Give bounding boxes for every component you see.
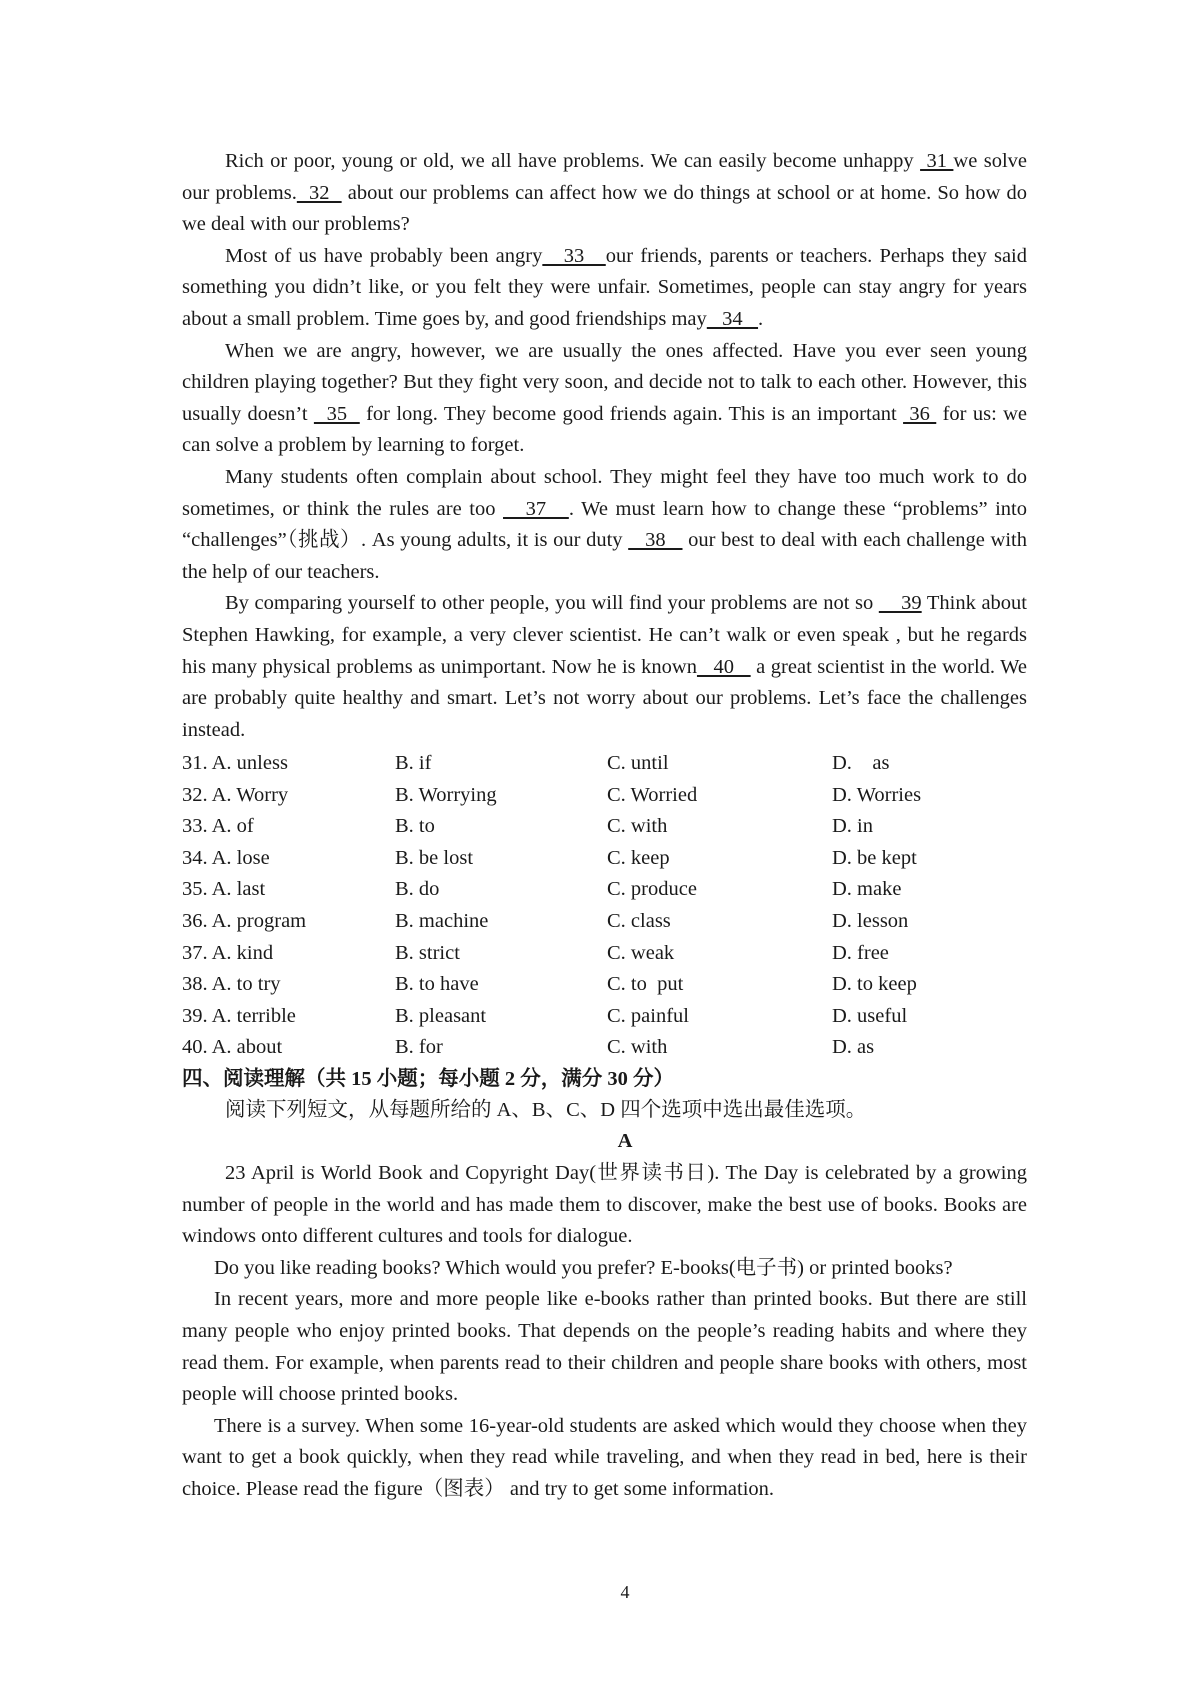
option-b: B. be lost <box>395 846 474 869</box>
option-d: D. useful <box>832 1004 908 1027</box>
cloze-blank: 39 <box>878 592 922 615</box>
option-b: B. pleasant <box>395 1004 487 1027</box>
cloze-text: about our problems can affect how we do things at school or at home. So how do we deal with our problems? <box>182 181 1027 236</box>
cloze-text: Think about Stephen Hawking, for example, a very clever scientist. He can’t walk or even speak , but he regards his many physical problems as unimportant. Now he is known <box>182 592 1027 678</box>
cloze-text: Many students often complain about school. They might feel they have too much work to do sometimes, or think the rules are too <box>182 465 1027 520</box>
passage-a-paragraph-3: In recent years, more and more people like e-books rather than printed books. But there are still many people who enjoy printed books. That depends on the people’s reading habits and where they read them. For example, when parents read to their children and people share books with others, most people will choose printed books. <box>182 1288 1027 1406</box>
passage-a-paragraph-1: 23 April is World Book and Copyright Day(世界读书日). The Day is celebrated by a growing number of people in the world and has made them to discover, make the best use of books. Books are windows onto different cultures and tools for dialogue. <box>182 1162 1027 1248</box>
option-d: D. to keep <box>832 973 917 996</box>
option-row-36 <box>182 906 1027 938</box>
cloze-paragraph-5 <box>182 588 1027 746</box>
option-b: B. Worrying <box>395 783 497 806</box>
option-c: C. produce <box>607 878 697 901</box>
cloze-passage <box>182 146 1027 746</box>
option-c: C. painful <box>607 1004 689 1027</box>
cloze-text: Most of us have probably been angry <box>225 244 543 267</box>
option-a: 40. A. about <box>182 1036 283 1059</box>
passage-a-paragraph-2: Do you like reading books? Which would you prefer? E-books(电子书) or printed books? <box>214 1256 953 1279</box>
option-b: B. to <box>395 815 435 838</box>
option-row-33 <box>182 811 1027 843</box>
option-b: B. to have <box>395 973 479 996</box>
option-row-37 <box>182 938 1027 970</box>
option-row-40 <box>182 1032 1027 1064</box>
cloze-text: our friends, parents or teachers. Perhaps they said something you didn’t like, or you felt they were unfair. Sometimes, people can stay angry for years about a small problem. Time goes by, and good friendships may <box>182 244 1027 330</box>
option-a: 32. A. Worry <box>182 783 289 806</box>
option-a: 37. A. kind <box>182 941 274 964</box>
option-a: 34. A. lose <box>182 846 270 869</box>
section-instruction: 阅读下列短文，从每题所给的 A、B、C、D 四个选项中选出最佳选项。 <box>225 1099 867 1121</box>
option-c: C. to put <box>607 973 684 996</box>
cloze-text: a great scientist in the world. We are probably quite healthy and smart. Let’s not worry about our problems. Let’s face the challenges instead. <box>182 655 1027 741</box>
cloze-blank: 33 <box>542 244 606 267</box>
option-b: B. do <box>395 878 440 901</box>
cloze-text: When we are angry, however, we are usually the ones affected. Have you ever seen young children playing together? But they fight very soon, and decide not to talk to each other. However, this usually doesn’t <box>182 339 1027 425</box>
cloze-blank: 37 <box>503 497 569 520</box>
option-a: 39. A. terrible <box>182 1004 296 1027</box>
option-d: D. make <box>832 878 902 901</box>
cloze-blank: 32 <box>296 181 342 204</box>
option-c: C. until <box>607 752 669 774</box>
cloze-paragraph-4 <box>182 462 1027 588</box>
option-b: B. for <box>395 1036 443 1059</box>
option-b: B. if <box>395 752 432 774</box>
cloze-text: for us: we can solve a problem by learning to forget. <box>182 402 1028 457</box>
page-number: 4 <box>620 1582 630 1602</box>
cloze-text: . We must learn how to change these “problems” into “challenges”（挑战）. As young adults, it is our duty <box>182 497 1027 552</box>
cloze-text: By comparing yourself to other people, you will find your problems are not so <box>225 592 879 615</box>
option-b: B. strict <box>395 941 460 964</box>
reading-passage-a <box>182 1158 1027 1506</box>
part-label: A <box>617 1130 633 1152</box>
cloze-blank: 34 <box>706 307 759 330</box>
cloze-paragraph-2 <box>182 241 1027 336</box>
option-a: 33. A. of <box>182 815 254 838</box>
cloze-text: Rich or poor, young or old, we all have problems. We can easily become unhappy <box>225 150 921 172</box>
option-a: 38. A. to try <box>182 973 281 996</box>
cloze-blank: 35 <box>313 402 360 425</box>
option-row-35 <box>182 874 1027 906</box>
option-d: D. be kept <box>832 846 917 869</box>
option-row-39 <box>182 1001 1027 1033</box>
option-d: D. as <box>832 752 890 774</box>
cloze-paragraph-3 <box>182 336 1027 462</box>
cloze-text: for long. They become good friends again. This is an important <box>359 402 904 425</box>
option-d: D. Worries <box>832 783 922 806</box>
cloze-options <box>182 748 1027 1064</box>
option-d: D. in <box>832 815 873 838</box>
cloze-blank: 38 <box>628 529 683 552</box>
section-title: 四、阅读理解（共 15 小题；每小题 2 分，满分 30 分） <box>182 1068 674 1090</box>
passage-a-paragraph-4: There is a survey. When some 16-year-old students are asked which would they choose when they want to get a book quickly, when they read while traveling, and when they read in bed, here is their choice. Please read the figure（图表） and try to get some information. <box>182 1414 1027 1500</box>
option-c: C. with <box>607 1036 668 1059</box>
option-row-34 <box>182 843 1027 875</box>
option-b: B. machine <box>395 909 489 932</box>
cloze-text: we solve our problems. <box>182 150 1027 204</box>
option-d: D. free <box>832 941 889 964</box>
cloze-blank: 31 <box>920 150 954 172</box>
cloze-text: our best to deal with each challenge with the help of our teachers. <box>182 529 1027 583</box>
option-d: D. lesson <box>832 909 909 932</box>
option-row-38 <box>182 969 1027 1001</box>
option-c: C. keep <box>607 846 670 869</box>
option-c: C. weak <box>607 941 675 964</box>
cloze-blank: 40 <box>696 655 751 678</box>
option-c: C. Worried <box>607 783 698 806</box>
option-row-32 <box>182 780 1027 812</box>
option-a: 36. A. program <box>182 909 307 932</box>
option-a: 35. A. last <box>182 878 266 901</box>
option-row-31 <box>182 748 1027 780</box>
cloze-paragraph-1 <box>182 146 1027 241</box>
option-d: D. as <box>832 1036 875 1059</box>
cloze-text: . <box>758 307 764 330</box>
option-c: C. with <box>607 815 668 838</box>
option-c: C. class <box>607 909 671 932</box>
cloze-blank: 36 <box>903 402 937 425</box>
option-a: 31. A. unless <box>182 752 288 774</box>
